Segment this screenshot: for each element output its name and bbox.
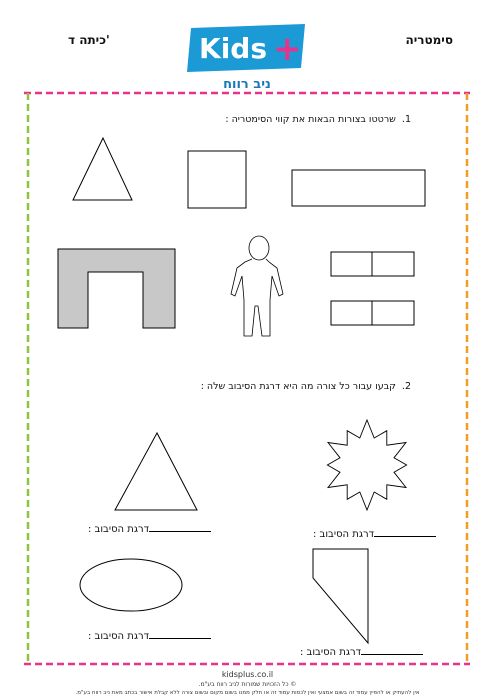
footer-copyright: © כל הזכויות שמורות לניב רווח בע"מ.: [198, 681, 297, 688]
trapezoid-answer-blank[interactable]: [361, 645, 423, 655]
question-2-instruction: קבעו עבור כל צורה מה היא דרגת הסיבוב שלה :: [200, 381, 396, 392]
star-rotation-label: [313, 527, 438, 540]
footer-disclaimer: אין להעתיק או להפיץ עמוד זה בשום אמצעי ואין לכסות עמוד זה או חלק ממנו בשום מקום ובשום צורה ללא קבלת אישור בכתב מאת ניב רווח בע"מ.: [75, 690, 420, 696]
equilateral-triangle: [115, 433, 197, 510]
trapezoid-label-text: דרגת הסיבוב :: [300, 647, 362, 658]
question-1-number: 1.: [401, 114, 411, 125]
logo-subtitle: ניב רווח: [223, 77, 271, 92]
star-answer-blank[interactable]: [374, 527, 436, 537]
question-2-number: 2.: [401, 381, 411, 392]
grade-label: כיתה ד': [68, 33, 110, 47]
trapezoid-rotation-label: [300, 645, 425, 658]
snowflake-star: [327, 420, 406, 510]
topic-title: סימטריה: [405, 33, 453, 47]
ellipse: [80, 559, 182, 611]
triangle-answer-blank[interactable]: [149, 522, 211, 532]
star-label-text: דרגת הסיבוב :: [313, 529, 375, 540]
ellipse-answer-blank[interactable]: [149, 629, 211, 639]
triangle-rotation-label: [88, 522, 213, 535]
trapezoid: [313, 549, 368, 643]
ellipse-label-text: דרגת הסיבוב :: [88, 631, 150, 642]
footer-site: kidsplus.co.il: [221, 670, 274, 679]
ellipse-rotation-label: [88, 629, 213, 642]
logo-word: Kids: [199, 32, 268, 65]
logo-plus: +: [273, 29, 302, 69]
question-1-instruction: שרטטו בצורות הבאות את קווי הסימטריה :: [225, 114, 396, 125]
triangle-label-text: דרגת הסיבוב :: [88, 524, 150, 535]
